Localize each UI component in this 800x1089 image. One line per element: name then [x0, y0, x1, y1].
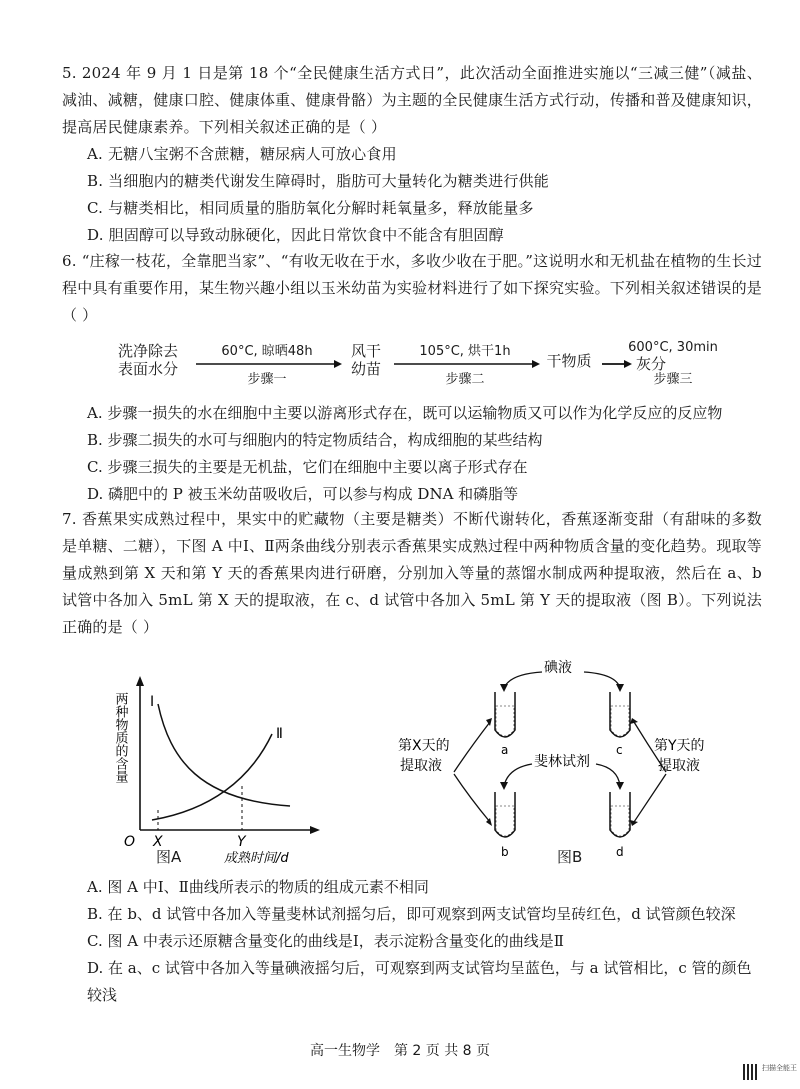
question-5-option-a: A. 无糖八宝粥不含蔗糖，糖尿病人可放心食用 — [87, 145, 397, 163]
fig-b-left-label-2: 提取液 — [400, 758, 442, 774]
tube-a — [495, 692, 515, 737]
fig-b-right-label-1: 第Y天的 — [654, 738, 705, 754]
flow-start-line2: 表面水分 — [117, 360, 178, 378]
fig-b-left-label-1: 第X天的 — [398, 738, 450, 754]
question-5-stem: 5. 2024 年 9 月 1 日是第 18 个“全民健康生活方式日”，此次活动全面推进实施以“三减三健”（减盐、减油、减糖，健康口腔、健康体重、健康骨骼）为主题的全民健康生活方式行动，传播和普及健康知识，提高居民健康素养。下列相关叙述正确的是（ ） — [62, 64, 762, 136]
question-6-option-c: C. 步骤三损失的主要是无机盐，它们在细胞中主要以离子形式存在 — [87, 458, 528, 476]
question-6-option-b: B. 步骤二损失的水可与细胞内的特定物质结合，构成细胞的某些结构 — [87, 431, 543, 449]
fig-b-tube-c-label: c — [616, 743, 623, 757]
tube-c — [610, 692, 630, 737]
fig-b-fehling: 斐林试剂 — [534, 754, 590, 770]
flow-node3: 干物质 — [546, 352, 592, 370]
fig-a-origin: O — [124, 834, 136, 850]
flow-arrow2-condition: 105°C, 烘干1h — [419, 344, 511, 359]
figure-a — [100, 670, 330, 870]
fig-b-right-label-2: 提取液 — [658, 758, 700, 774]
question-5-option-b: B. 当细胞内的糖类代谢发生障碍时，脂肪可大量转化为糖类进行供能 — [87, 172, 549, 190]
fig-b-caption: 图B — [557, 848, 583, 866]
question-6 — [62, 248, 762, 329]
question-7-option-c: C. 图 A 中表示还原糖含量变化的曲线是Ⅰ，表示淀粉含量变化的曲线是Ⅱ — [87, 932, 564, 950]
tube-d — [610, 792, 630, 837]
flow-arrow3-condition: 600°C, 30min — [628, 340, 718, 355]
fig-b-iodine: 碘液 — [544, 660, 572, 676]
flow-arrow1-step: 步骤一 — [247, 372, 287, 387]
fig-b-tube-a-label: a — [501, 743, 509, 757]
flow-node2-line2: 幼苗 — [350, 360, 381, 378]
fig-a-curve-2-label: Ⅱ — [276, 726, 283, 742]
question-6-stem: 6. “庄稼一枝花，全靠肥当家”、“有收无收在于水，多收少收在于肥。”这说明水和无机盐在植物的生长过程中具有重要作用，某生物兴趣小组以玉米幼苗为实验材料进行了如下探究实验。下列相关叙述错误的是（ ） — [62, 252, 762, 324]
flow-node4: 灰分 — [636, 355, 667, 373]
question-7-option-d: D. 在 a、c 试管中各加入等量碘液摇匀后，可观察到两支试管均呈蓝色，与 a 试管相比，c 管的颜色较浅 — [87, 959, 752, 1004]
scanner-watermark: 扫描全能王 — [762, 1064, 797, 1072]
question-6-option-a: A. 步骤一损失的水在细胞中主要以游离形式存在，既可以运输物质又可以作为化学反应的反应物 — [87, 404, 723, 422]
question-6-options — [62, 400, 762, 508]
question-5-option-d: D. 胆固醇可以导致动脉硬化，因此日常饮食中不能含有胆固醇 — [87, 226, 504, 244]
flow-start-line1: 洗净除去 — [117, 342, 178, 360]
question-5-option-c: C. 与糖类相比，相同质量的脂肪氧化分解时耗氧量多，释放能量多 — [87, 199, 534, 217]
question-7-option-b: B. 在 b、d 试管中各加入等量斐林试剂摇匀后，即可观察到两支试管均呈砖红色，d 试管颜色较深 — [87, 905, 736, 923]
flow-node2-line1: 风干 — [350, 342, 381, 360]
fig-a-curve-1-label: I — [150, 694, 155, 710]
question-5 — [62, 60, 762, 249]
question-7-option-a: A. 图 A 中Ⅰ、Ⅱ曲线所表示的物质的组成元素不相同 — [87, 878, 429, 896]
fig-a-xtick-x: X — [153, 834, 163, 850]
flow-arrow3-step: 步骤三 — [653, 372, 693, 387]
scanner-qr-icon — [743, 1064, 759, 1080]
fig-b-tube-d-label: d — [616, 845, 624, 859]
question-7-options — [62, 874, 762, 1009]
fig-b-tube-b-label: b — [501, 845, 509, 859]
flow-arrow1-condition: 60°C, 晾晒48h — [221, 344, 313, 359]
question-7 — [62, 506, 762, 641]
question-6-option-d: D. 磷肥中的 P 被玉米幼苗吸收后，可以参与构成 DNA 和磷脂等 — [87, 485, 519, 503]
fig-a-ylabel: 两种物质的含量 — [112, 692, 128, 783]
flow-arrow2-step: 步骤二 — [445, 372, 485, 387]
question-7-stem: 7. 香蕉果实成熟过程中，果实中的贮藏物（主要是糖类）不断代谢转化，香蕉逐渐变甜（有甜味的多数是单糖、二糖），下图 A 中Ⅰ、Ⅱ两条曲线分别表示香蕉果实成熟过程中两种物质含量的变化趋势。现取等量成熟到第 X 天和第 Y 天的香蕉果肉进行研磨，分别加入等量的蒸馏水制成两种提取液，然后在 a、b 试管中各加入 5mL 第 X 天的提取液，在 c、d 试管中各加入 5mL 第 Y 天的提取液（图 B）。下列说法正确的是（ ） — [62, 510, 762, 636]
fig-a-caption: 图A — [156, 848, 182, 866]
fig-a-xtick-y: Y — [237, 834, 246, 850]
fig-a-xlabel: 成熟时间/d — [224, 851, 289, 866]
tube-b — [495, 792, 515, 837]
figure-b — [392, 652, 722, 872]
page-footer: 高一生物学 第 2 页 共 8 页 — [309, 1043, 491, 1059]
